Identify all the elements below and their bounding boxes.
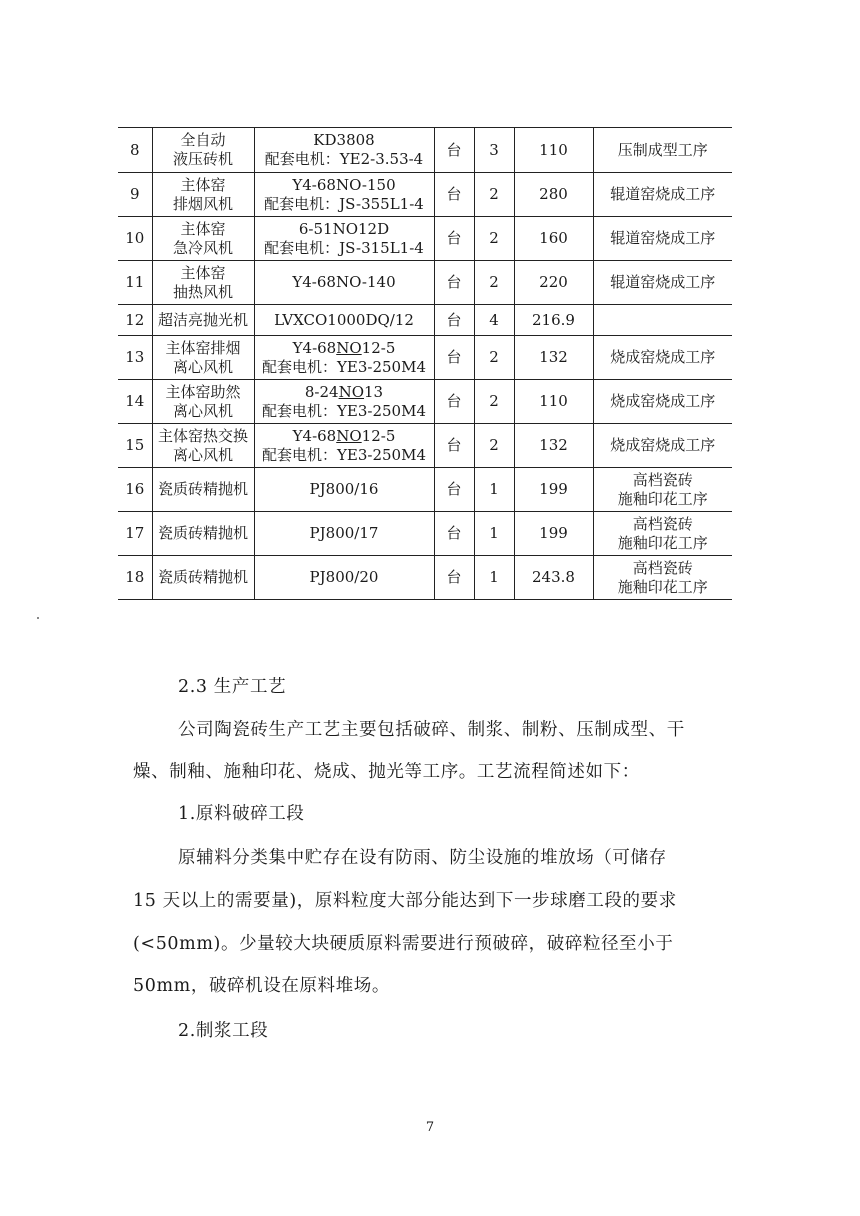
table-row (118, 261, 732, 305)
cell-line: 施釉印花工序 (617, 489, 708, 508)
cell-qty: 1 (474, 468, 514, 512)
paragraph-line: 15 天以上的需要量)，原料粒度大部分能达到下一步球磨工段的要求 (133, 891, 677, 911)
cell-power: 110 (514, 380, 593, 424)
cell-line: 离心风机 (172, 401, 233, 420)
cell-line: 高档瓷砖 (632, 470, 693, 489)
cell-qty: 2 (474, 217, 514, 261)
cell-line: 烧成窑烧成工序 (610, 348, 716, 366)
cell-name (152, 217, 254, 261)
cell-qty: 3 (474, 128, 514, 173)
cell-model (254, 217, 434, 261)
table-row (118, 556, 732, 600)
cell-line: 辊道窑烧成工序 (610, 229, 716, 247)
cell-line: 超洁亮抛光机 (157, 310, 248, 329)
cell-no: 15 (118, 424, 152, 468)
cell-process (593, 468, 732, 512)
table-row (118, 305, 732, 336)
cell-unit: 台 (434, 217, 474, 261)
cell-line: 主体窑热交换 (157, 426, 248, 445)
cell-model (254, 336, 434, 380)
cell-name (152, 261, 254, 305)
cell-unit: 台 (434, 424, 474, 468)
cell-power: 110 (514, 128, 593, 173)
cell-process (593, 424, 732, 468)
cell-qty: 4 (474, 305, 514, 336)
cell-qty: 1 (474, 512, 514, 556)
section-heading: 2.3 生产工艺 (178, 677, 287, 697)
cell-line: 烧成窑烧成工序 (610, 392, 716, 410)
cell-name (152, 128, 254, 173)
cell-process (593, 556, 732, 600)
cell-power: 220 (514, 261, 593, 305)
cell-line: 施釉印花工序 (617, 533, 708, 552)
cell-model (254, 424, 434, 468)
table-row (118, 336, 732, 380)
cell-unit: 台 (434, 336, 474, 380)
cell-process (593, 173, 732, 217)
cell-unit: 台 (434, 380, 474, 424)
cell-qty: 2 (474, 380, 514, 424)
cell-qty: 2 (474, 261, 514, 305)
cell-power: 243.8 (514, 556, 593, 600)
cell-no: 14 (118, 380, 152, 424)
cell-line: 排烟风机 (172, 194, 233, 213)
cell-process (593, 336, 732, 380)
cell-unit: 台 (434, 305, 474, 336)
table-row (118, 468, 732, 512)
cell-line: 配套电机：JS-315L1-4 (264, 238, 424, 257)
margin-mark (37, 617, 39, 619)
cell-name (152, 173, 254, 217)
cell-unit: 台 (434, 173, 474, 217)
cell-name (152, 468, 254, 512)
cell-line: 瓷质砖精抛机 (157, 524, 248, 542)
table-row (118, 173, 732, 217)
cell-power: 216.9 (514, 305, 593, 336)
cell-line: 高档瓷砖 (632, 514, 693, 533)
cell-model (254, 380, 434, 424)
cell-qty: 2 (474, 424, 514, 468)
cell-line: PJ800/20 (309, 568, 379, 586)
cell-no: 16 (118, 468, 152, 512)
cell-no: 9 (118, 173, 152, 217)
cell-line: 液压砖机 (172, 150, 233, 168)
cell-line: 全自动 (180, 131, 226, 149)
cell-line: 配套电机：YE3-250M4 (262, 445, 426, 464)
cell-process (593, 261, 732, 305)
table-row (118, 217, 732, 261)
cell-no: 17 (118, 512, 152, 556)
cell-model (254, 173, 434, 217)
page-number: 7 (425, 1120, 435, 1135)
cell-line: 离心风机 (172, 445, 233, 464)
cell-name (152, 556, 254, 600)
table-row (118, 512, 732, 556)
cell-process (593, 305, 732, 336)
cell-no: 13 (118, 336, 152, 380)
cell-line: 辊道窑烧成工序 (610, 185, 716, 203)
subsection-heading: 2.制浆工段 (178, 1021, 269, 1041)
cell-no: 8 (118, 128, 152, 173)
cell-line: LVXCO1000DQ/12 (274, 310, 414, 329)
cell-line: Y4-68NO12-5 (292, 426, 396, 445)
table-row (118, 424, 732, 468)
cell-line: Y4-68NO-150 (292, 175, 396, 194)
cell-line: 主体窑排烟 (165, 338, 241, 357)
cell-power: 280 (514, 173, 593, 217)
cell-line: 8-24NO13 (304, 382, 384, 401)
cell-line: 急冷风机 (172, 238, 233, 257)
cell-line: 配套电机：YE3-250M4 (262, 357, 426, 376)
cell-line: KD3808 (313, 131, 375, 149)
cell-qty: 1 (474, 556, 514, 600)
cell-power: 132 (514, 336, 593, 380)
subsection-heading: 1.原料破碎工段 (178, 804, 305, 824)
cell-process (593, 217, 732, 261)
cell-line: Y4-68NO12-5 (292, 338, 396, 357)
cell-line: 配套电机：YE3-250M4 (262, 401, 426, 420)
equipment-table (118, 127, 732, 600)
cell-line: PJ800/16 (309, 480, 379, 498)
paragraph-line: (<50mm)。少量较大块硬质原料需要进行预破碎，破碎粒径至小于 (133, 934, 674, 954)
cell-line: PJ800/17 (309, 524, 379, 542)
cell-unit: 台 (434, 512, 474, 556)
cell-model (254, 128, 434, 173)
cell-line: 压制成型工序 (617, 140, 708, 159)
table-row (118, 380, 732, 424)
cell-unit: 台 (434, 261, 474, 305)
cell-unit: 台 (434, 128, 474, 173)
cell-power: 199 (514, 468, 593, 512)
cell-unit: 台 (434, 556, 474, 600)
cell-line: 瓷质砖精抛机 (157, 480, 248, 498)
cell-line: 主体窑 (180, 175, 226, 194)
cell-process (593, 512, 732, 556)
cell-model (254, 305, 434, 336)
cell-line: 配套电机：JS-355L1-4 (264, 194, 424, 213)
cell-model (254, 512, 434, 556)
paragraph-line: 原辅料分类集中贮存在设有防雨、防尘设施的堆放场（可储存 (178, 848, 667, 868)
cell-line: 辊道窑烧成工序 (610, 273, 716, 291)
cell-power: 132 (514, 424, 593, 468)
cell-process (593, 128, 732, 173)
cell-line: Y4-68NO-140 (292, 273, 396, 291)
cell-line: 主体窑 (180, 263, 226, 282)
cell-no: 18 (118, 556, 152, 600)
cell-name (152, 305, 254, 336)
cell-process (593, 380, 732, 424)
cell-line: 烧成窑烧成工序 (610, 436, 716, 454)
cell-qty: 2 (474, 336, 514, 380)
cell-line: 施釉印花工序 (617, 577, 708, 596)
cell-model (254, 468, 434, 512)
cell-model (254, 556, 434, 600)
cell-unit: 台 (434, 468, 474, 512)
cell-power: 199 (514, 512, 593, 556)
intro-line: 公司陶瓷砖生产工艺主要包括破碎、制浆、制粉、压制成型、干 (178, 720, 685, 740)
cell-power: 160 (514, 217, 593, 261)
cell-name (152, 336, 254, 380)
cell-model (254, 261, 434, 305)
cell-line: 离心风机 (172, 357, 233, 376)
cell-no: 10 (118, 217, 152, 261)
cell-no: 11 (118, 261, 152, 305)
cell-no: 12 (118, 305, 152, 336)
cell-line: 瓷质砖精抛机 (157, 568, 248, 586)
cell-name (152, 380, 254, 424)
table-row (118, 128, 732, 173)
cell-line: 抽热风机 (172, 282, 233, 301)
cell-line: 6-51NO12D (298, 219, 390, 238)
cell-line: 高档瓷砖 (632, 558, 693, 577)
cell-name (152, 424, 254, 468)
paragraph-line: 50mm，破碎机设在原料堆场。 (133, 976, 390, 996)
cell-line: 主体窑 (180, 219, 226, 238)
intro-line: 燥、制釉、施釉印花、烧成、抛光等工序。工艺流程简述如下： (133, 762, 640, 782)
cell-name (152, 512, 254, 556)
cell-qty: 2 (474, 173, 514, 217)
cell-line: 主体窑助然 (165, 382, 241, 401)
cell-line: 配套电机：YE2-3.53-4 (264, 150, 424, 168)
